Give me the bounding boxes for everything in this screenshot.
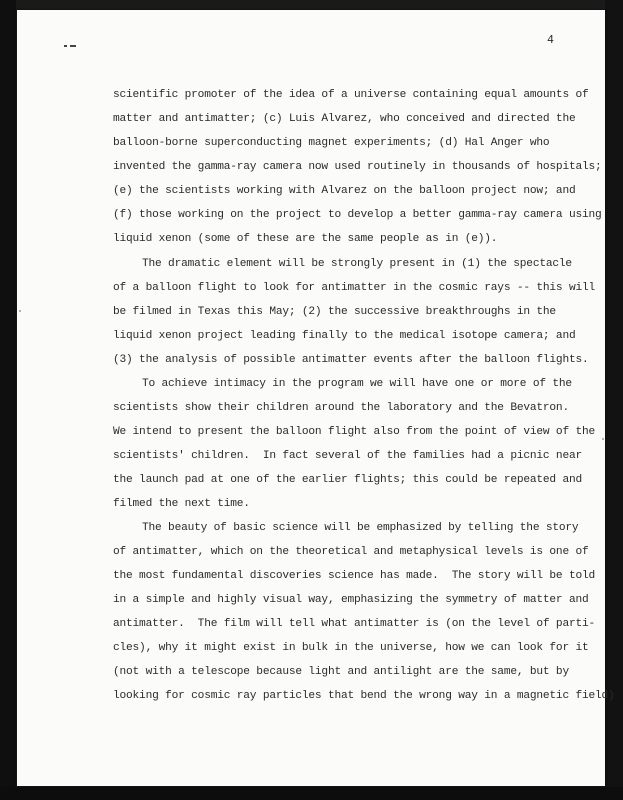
scan-bottom-edge [0, 787, 623, 800]
text-line: scientists show their children around the laboratory and the Bevatron. [113, 402, 569, 414]
text-line: the launch pad at one of the earlier flights; this could be repeated and [113, 474, 582, 486]
stray-pen-mark [64, 42, 76, 48]
text-line: We intend to present the balloon flight also from the point of view of the [113, 426, 596, 438]
text-line: of a balloon flight to look for antimatter in the cosmic rays -- this will [113, 282, 596, 294]
text-line: scientists' children. In fact several of the families had a picnic near [113, 450, 582, 462]
text-line: looking for cosmic ray particles that bend the wrong way in a magnetic field) [113, 690, 615, 702]
paper-speck [19, 310, 21, 312]
text-line: The beauty of basic science will be emphasized by telling the story [142, 522, 579, 534]
text-line: liquid xenon (some of these are the same people as in (e)). [113, 233, 498, 245]
text-line: The dramatic element will be strongly present in (1) the spectacle [142, 258, 572, 270]
document-page [17, 10, 615, 786]
text-line: scientific promoter of the idea of a universe containing equal amounts of [113, 89, 589, 101]
text-line: (not with a telescope because light and antilight are the same, but by [113, 666, 569, 678]
text-line: (f) those working on the project to develop a better gamma-ray camera using [113, 209, 602, 221]
text-line: the most fundamental discoveries science has made. The story will be told [113, 570, 596, 582]
scan-right-edge [605, 0, 623, 800]
text-line: cles), why it might exist in bulk in the universe, how we can look for it [113, 642, 589, 654]
text-line: liquid xenon project leading finally to the medical isotope camera; and [113, 330, 576, 342]
scan-left-edge [0, 0, 16, 800]
paper-speck [602, 438, 604, 440]
text-line: antimatter. The film will tell what antimatter is (on the level of parti- [113, 618, 596, 630]
text-line: be filmed in Texas this May; (2) the successive breakthroughs in the [113, 306, 556, 318]
text-line: of antimatter, which on the theoretical and metaphysical levels is one of [113, 546, 589, 558]
text-line: (3) the analysis of possible antimatter events after the balloon flights. [113, 354, 589, 366]
text-line: (e) the scientists working with Alvarez on the balloon project now; and [113, 185, 576, 197]
text-line: filmed the next time. [113, 498, 250, 510]
page-number: 4 [547, 34, 554, 47]
text-line: matter and antimatter; (c) Luis Alvarez, who conceived and directed the [113, 113, 576, 125]
text-line: in a simple and highly visual way, emphasizing the symmetry of matter and [113, 594, 589, 606]
text-line: balloon-borne superconducting magnet experiments; (d) Hal Anger who [113, 137, 550, 149]
text-line: invented the gamma-ray camera now used routinely in thousands of hospitals; [113, 161, 602, 173]
text-line: To achieve intimacy in the program we will have one or more of the [142, 378, 572, 390]
